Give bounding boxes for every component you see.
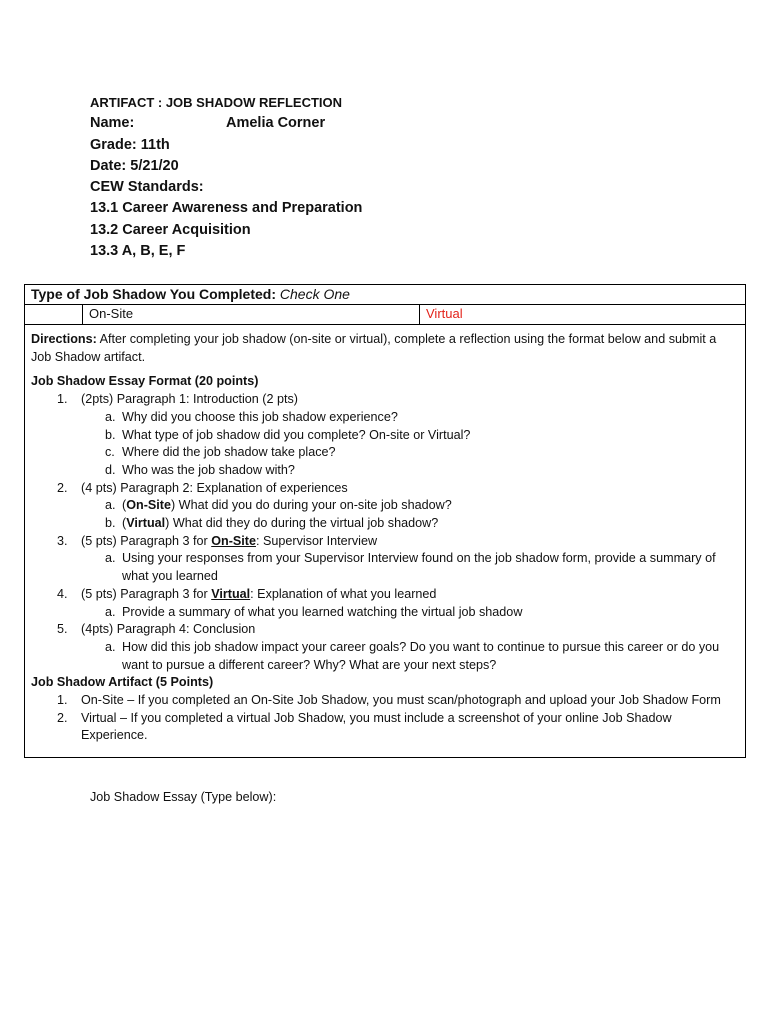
grade-line: Grade: 11th bbox=[90, 136, 170, 153]
name-value: Amelia Corner bbox=[226, 115, 326, 132]
list-item: 4. (5 pts) Paragraph 3 for Virtual: Explanation of what you learned bbox=[57, 586, 437, 601]
list-item: a. Provide a summary of what you learned watching the virtual job shadow bbox=[105, 604, 523, 619]
artifact-section-title: Job Shadow Artifact (5 Points) bbox=[31, 675, 214, 690]
name-label: Name: bbox=[90, 115, 135, 132]
list-item: a. (On-Site) What did you do during your on-site job shadow? bbox=[105, 498, 452, 513]
list-item: 1. On-Site – If you completed an On-Site Job Shadow, you must scan/photograph and upload your Job Shadow Form bbox=[57, 693, 721, 708]
essay-format-title: Job Shadow Essay Format (20 points) bbox=[31, 374, 259, 389]
list-item: a. Using your responses from your Supervisor Interview found on the job shadow form, provide a summary of what you learned bbox=[105, 551, 716, 584]
header-block bbox=[90, 92, 362, 262]
onsite-option[interactable]: On-Site bbox=[83, 305, 420, 324]
list-item: 2. Virtual – If you completed a virtual Job Shadow, you must include a screenshot of your online Job Shadow Experience. bbox=[57, 710, 672, 743]
essay-prompt: Job Shadow Essay (Type below): bbox=[90, 790, 277, 804]
list-item: d. Who was the job shadow with? bbox=[105, 462, 295, 477]
check-one-text: Check One bbox=[279, 286, 350, 302]
list-item: b. What type of job shadow did you complete? On-site or Virtual? bbox=[105, 427, 471, 442]
directions bbox=[31, 331, 739, 366]
list-item: 1. (2pts) Paragraph 1: Introduction (2 pts) bbox=[57, 392, 299, 407]
virtual-option[interactable]: Virtual bbox=[426, 306, 463, 321]
check-cell[interactable] bbox=[25, 305, 83, 324]
standard-13-3: 13.3 A, B, E, F bbox=[90, 243, 186, 260]
list-item: c. Where did the job shadow take place? bbox=[105, 445, 336, 460]
list-item: b. (Virtual) What did they do during the virtual job shadow? bbox=[105, 516, 439, 531]
list-item: a. Why did you choose this job shadow experience? bbox=[105, 409, 398, 424]
list-item: 5. (4pts) Paragraph 4: Conclusion bbox=[57, 622, 256, 637]
standard-13-2: 13.2 Career Acquisition bbox=[90, 221, 251, 238]
directions-label: Directions: bbox=[31, 332, 97, 346]
cew-standards-label: CEW Standards: bbox=[90, 179, 204, 196]
instructions-table bbox=[24, 284, 746, 758]
artifact-title: ARTIFACT : JOB SHADOW REFLECTION bbox=[90, 95, 343, 110]
table-body bbox=[25, 325, 745, 745]
list-item: a. How did this job shadow impact your career goals? Do you want to continue to pursue this career or do you want to pursue a different career? Why? What are your next steps? bbox=[105, 639, 720, 672]
type-row bbox=[25, 285, 745, 305]
standard-13-1: 13.1 Career Awareness and Preparation bbox=[90, 200, 363, 217]
name-line bbox=[90, 113, 362, 134]
list-item: 2. (4 pts) Paragraph 2: Explanation of experiences bbox=[57, 480, 348, 495]
check-row bbox=[25, 305, 745, 325]
directions-text: After completing your job shadow (on-site or virtual), complete a reflection using the format below and submit a Job Shadow artifact. bbox=[31, 332, 717, 364]
type-label: Type of Job Shadow You Completed: bbox=[31, 286, 277, 302]
list-item: 3. (5 pts) Paragraph 3 for On-Site: Supervisor Interview bbox=[57, 533, 378, 548]
date-line: Date: 5/21/20 bbox=[90, 157, 179, 174]
